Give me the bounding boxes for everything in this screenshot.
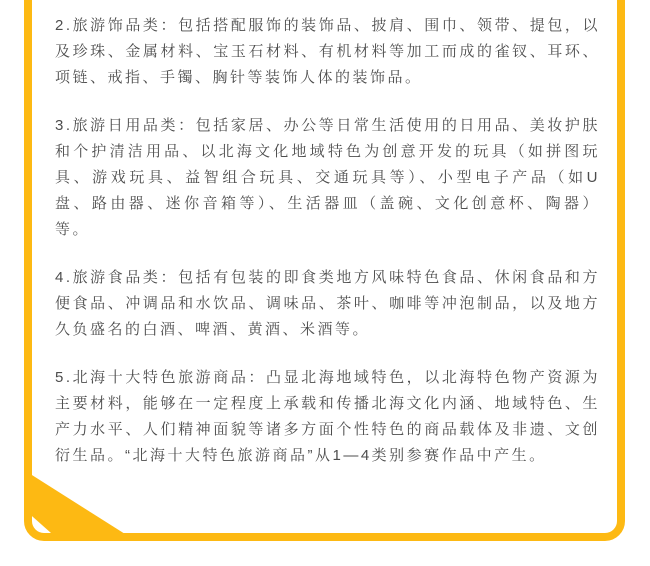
paragraph-daily-goods: 3.旅游日用品类：包括家居、办公等日常生活使用的日用品、美妆护肤和个护清洁用品、以北海文化地域特色为创意开发的玩具（如拼图玩具、游戏玩具、益智组合玩具、交通玩具等）、小型电子产品（如U盘、路由器、迷你音箱等）、生活器皿（盖碗、文化创意杯、陶器）等。	[55, 117, 600, 238]
paragraph-food-products: 4.旅游食品类：包括有包装的即食类地方风味特色食品、休闲食品和方便食品、冲调品和水饮品、调味品、茶叶、咖啡等冲泡制品，以及地方久负盛名的白酒、啤酒、黄酒、米酒等。	[55, 269, 600, 338]
paragraph-top-ten-special-products: 5.北海十大特色旅游商品：凸显北海地域特色，以北海特色物产资源为主要材料，能够在一定程度上承载和传播北海文化内涵、地域特色、生产力水平、人们精神面貌等诸多方面个性特色的商品载体及非遗、文创衍生品。“北海十大特色旅游商品”从1—4类别参赛作品中产生。	[55, 369, 600, 464]
paragraph-souvenir-accessories: 2.旅游饰品类：包括搭配服饰的装饰品、披肩、围巾、领带、提包，以及珍珠、金属材料、宝玉石材料、有机材料等加工而成的雀钗、耳环、项链、戒指、手镯、胸针等装饰人体的装饰品。	[55, 17, 600, 86]
article-body	[55, 0, 600, 491]
